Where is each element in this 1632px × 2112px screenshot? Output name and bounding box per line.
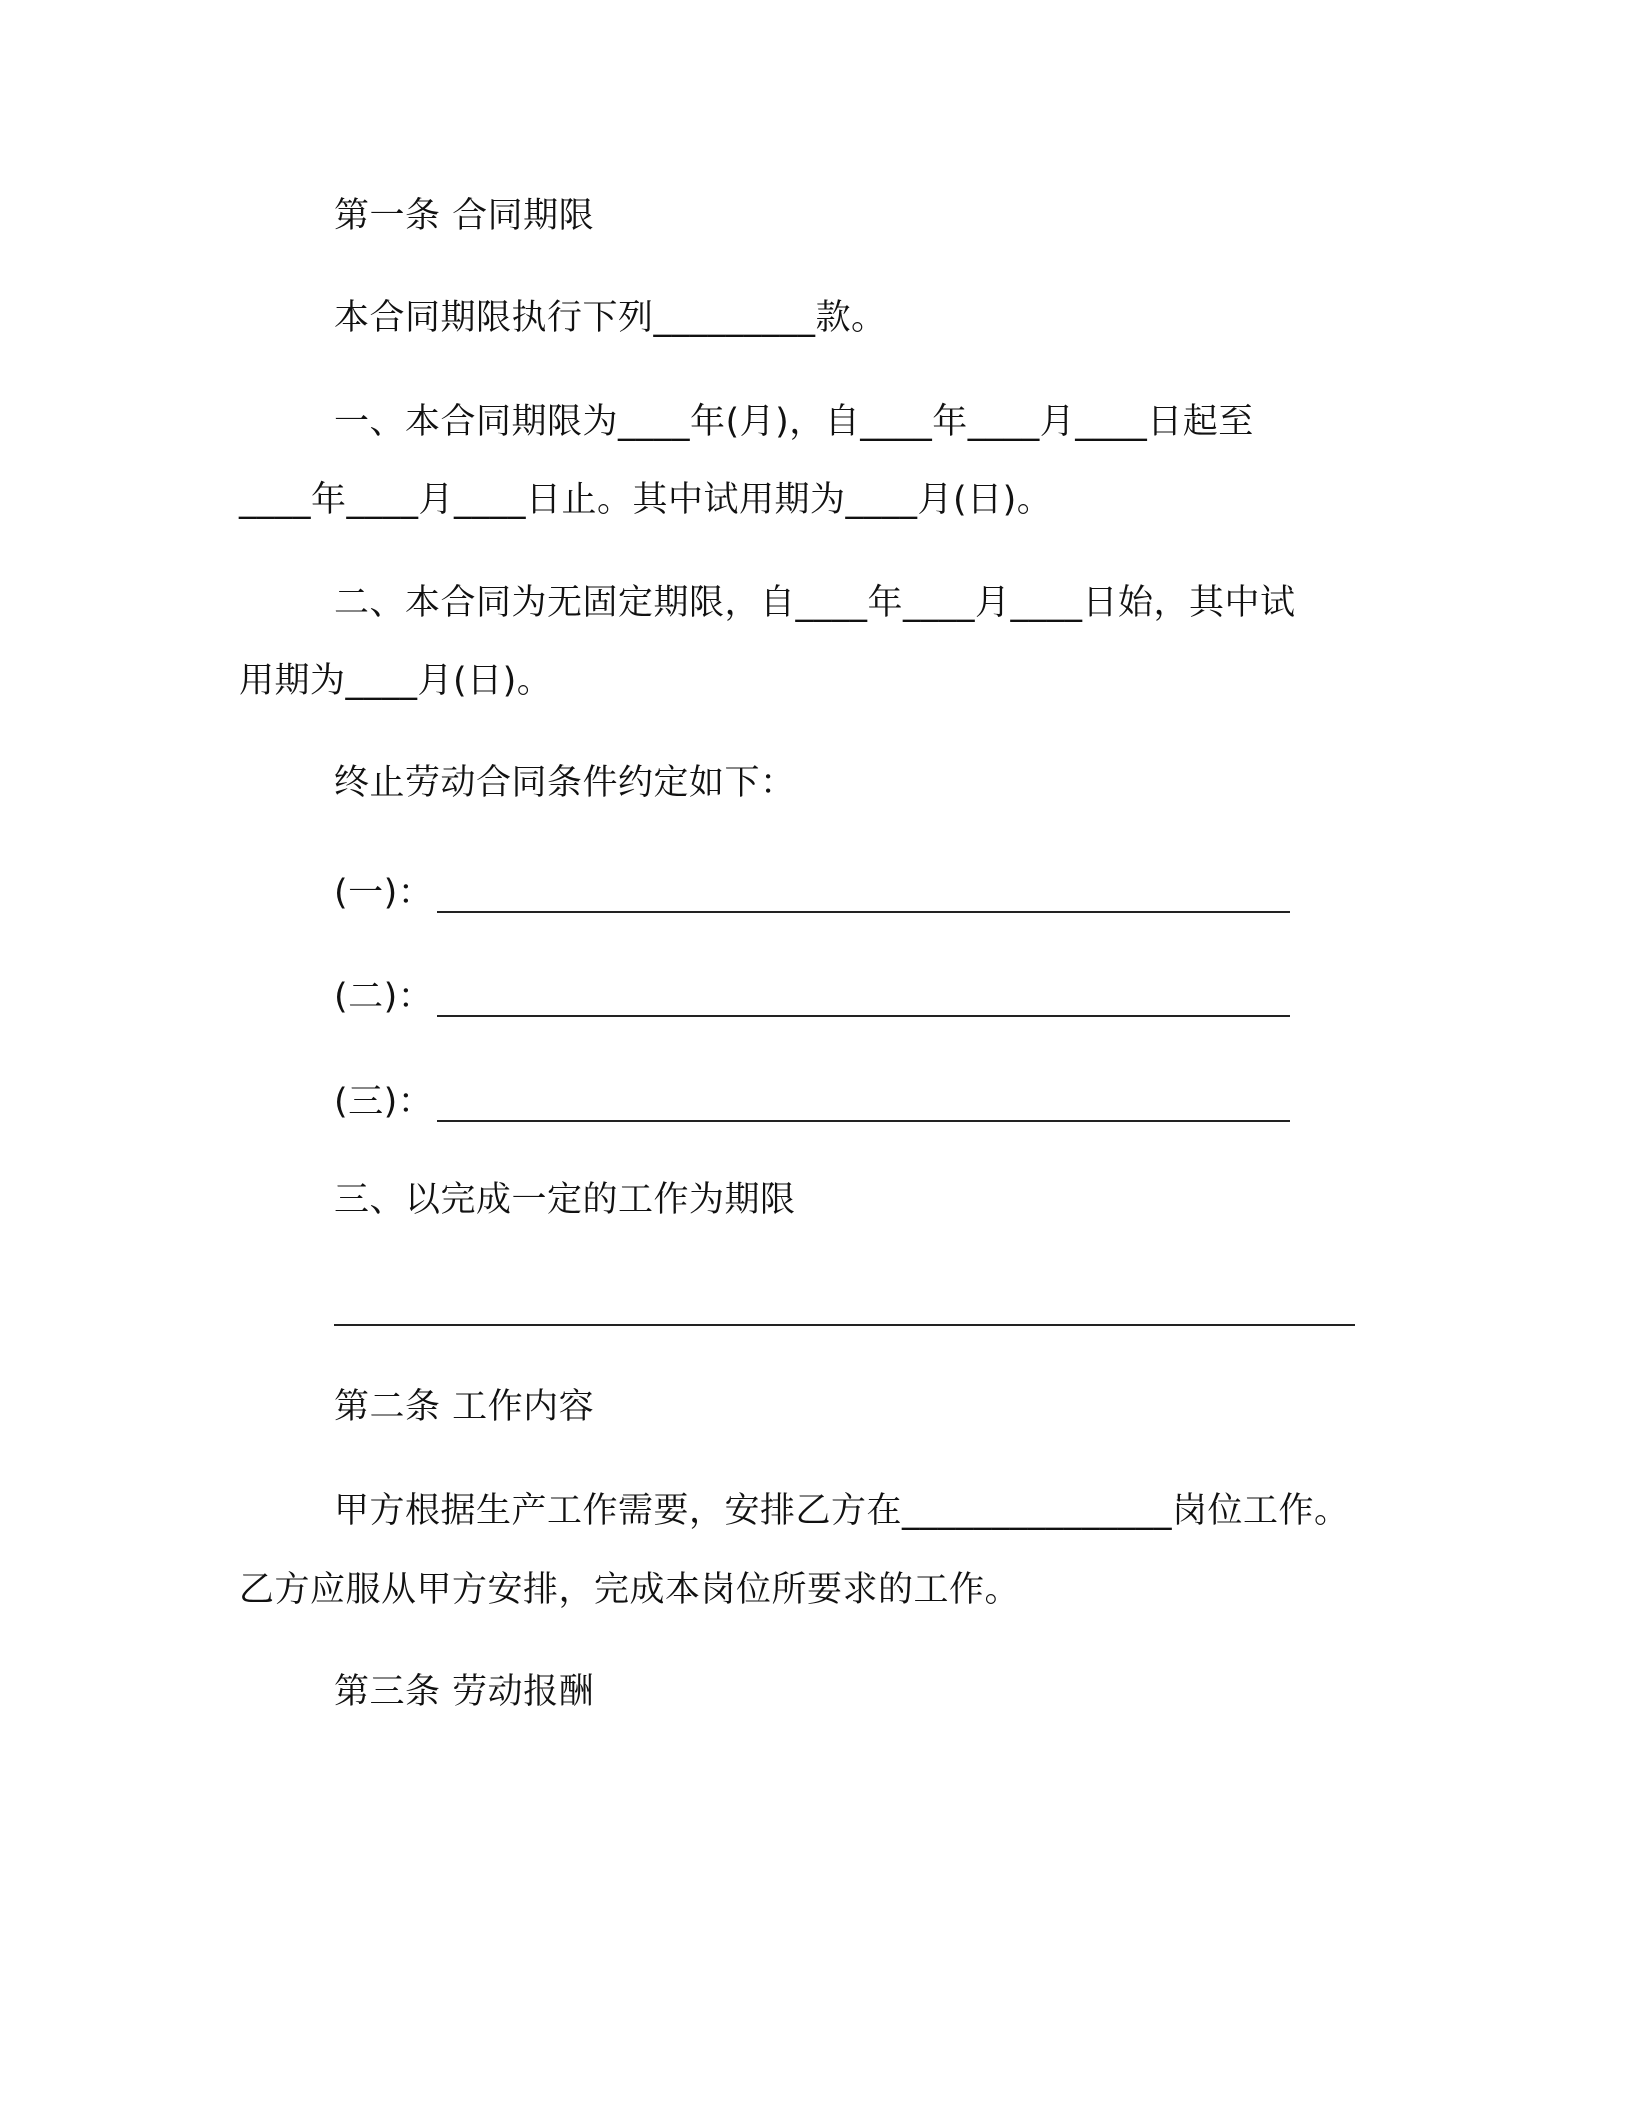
option3: 三、以完成一定的工作为期限 <box>334 1180 796 1220</box>
article2-body-line2: 乙方应服从甲方安排，完成本岗位所要求的工作。 <box>239 1570 1021 1610</box>
article2-body-line1: 甲方根据生产工作需要，安排乙方在_______________岗位工作。 <box>334 1491 1350 1531</box>
option1-line2: ____年____月____日止。其中试用期为____月(日)。 <box>239 480 1053 520</box>
condition-blank-1 <box>437 911 1290 913</box>
option2-line1: 二、本合同为无固定期限，自____年____月____日始，其中试 <box>334 583 1296 623</box>
option1-line1: 一、本合同期限为____年(月)，自____年____月____日起至 <box>334 402 1254 442</box>
article2-heading: 第二条 工作内容 <box>334 1387 595 1427</box>
article3-heading: 第三条 劳动报酬 <box>334 1672 595 1712</box>
article1-intro: 本合同期限执行下列_________款。 <box>334 298 887 338</box>
termination-intro: 终止劳动合同条件约定如下： <box>334 763 796 803</box>
condition-label-1: (一)： <box>334 873 434 913</box>
option3-blank <box>334 1324 1355 1326</box>
condition-label-3: (三)： <box>334 1082 434 1122</box>
article1-heading: 第一条 合同期限 <box>334 196 595 236</box>
condition-blank-2 <box>437 1015 1290 1017</box>
condition-blank-3 <box>437 1120 1290 1122</box>
option2-line2: 用期为____月(日)。 <box>239 661 553 701</box>
condition-label-2: (二)： <box>334 977 434 1017</box>
